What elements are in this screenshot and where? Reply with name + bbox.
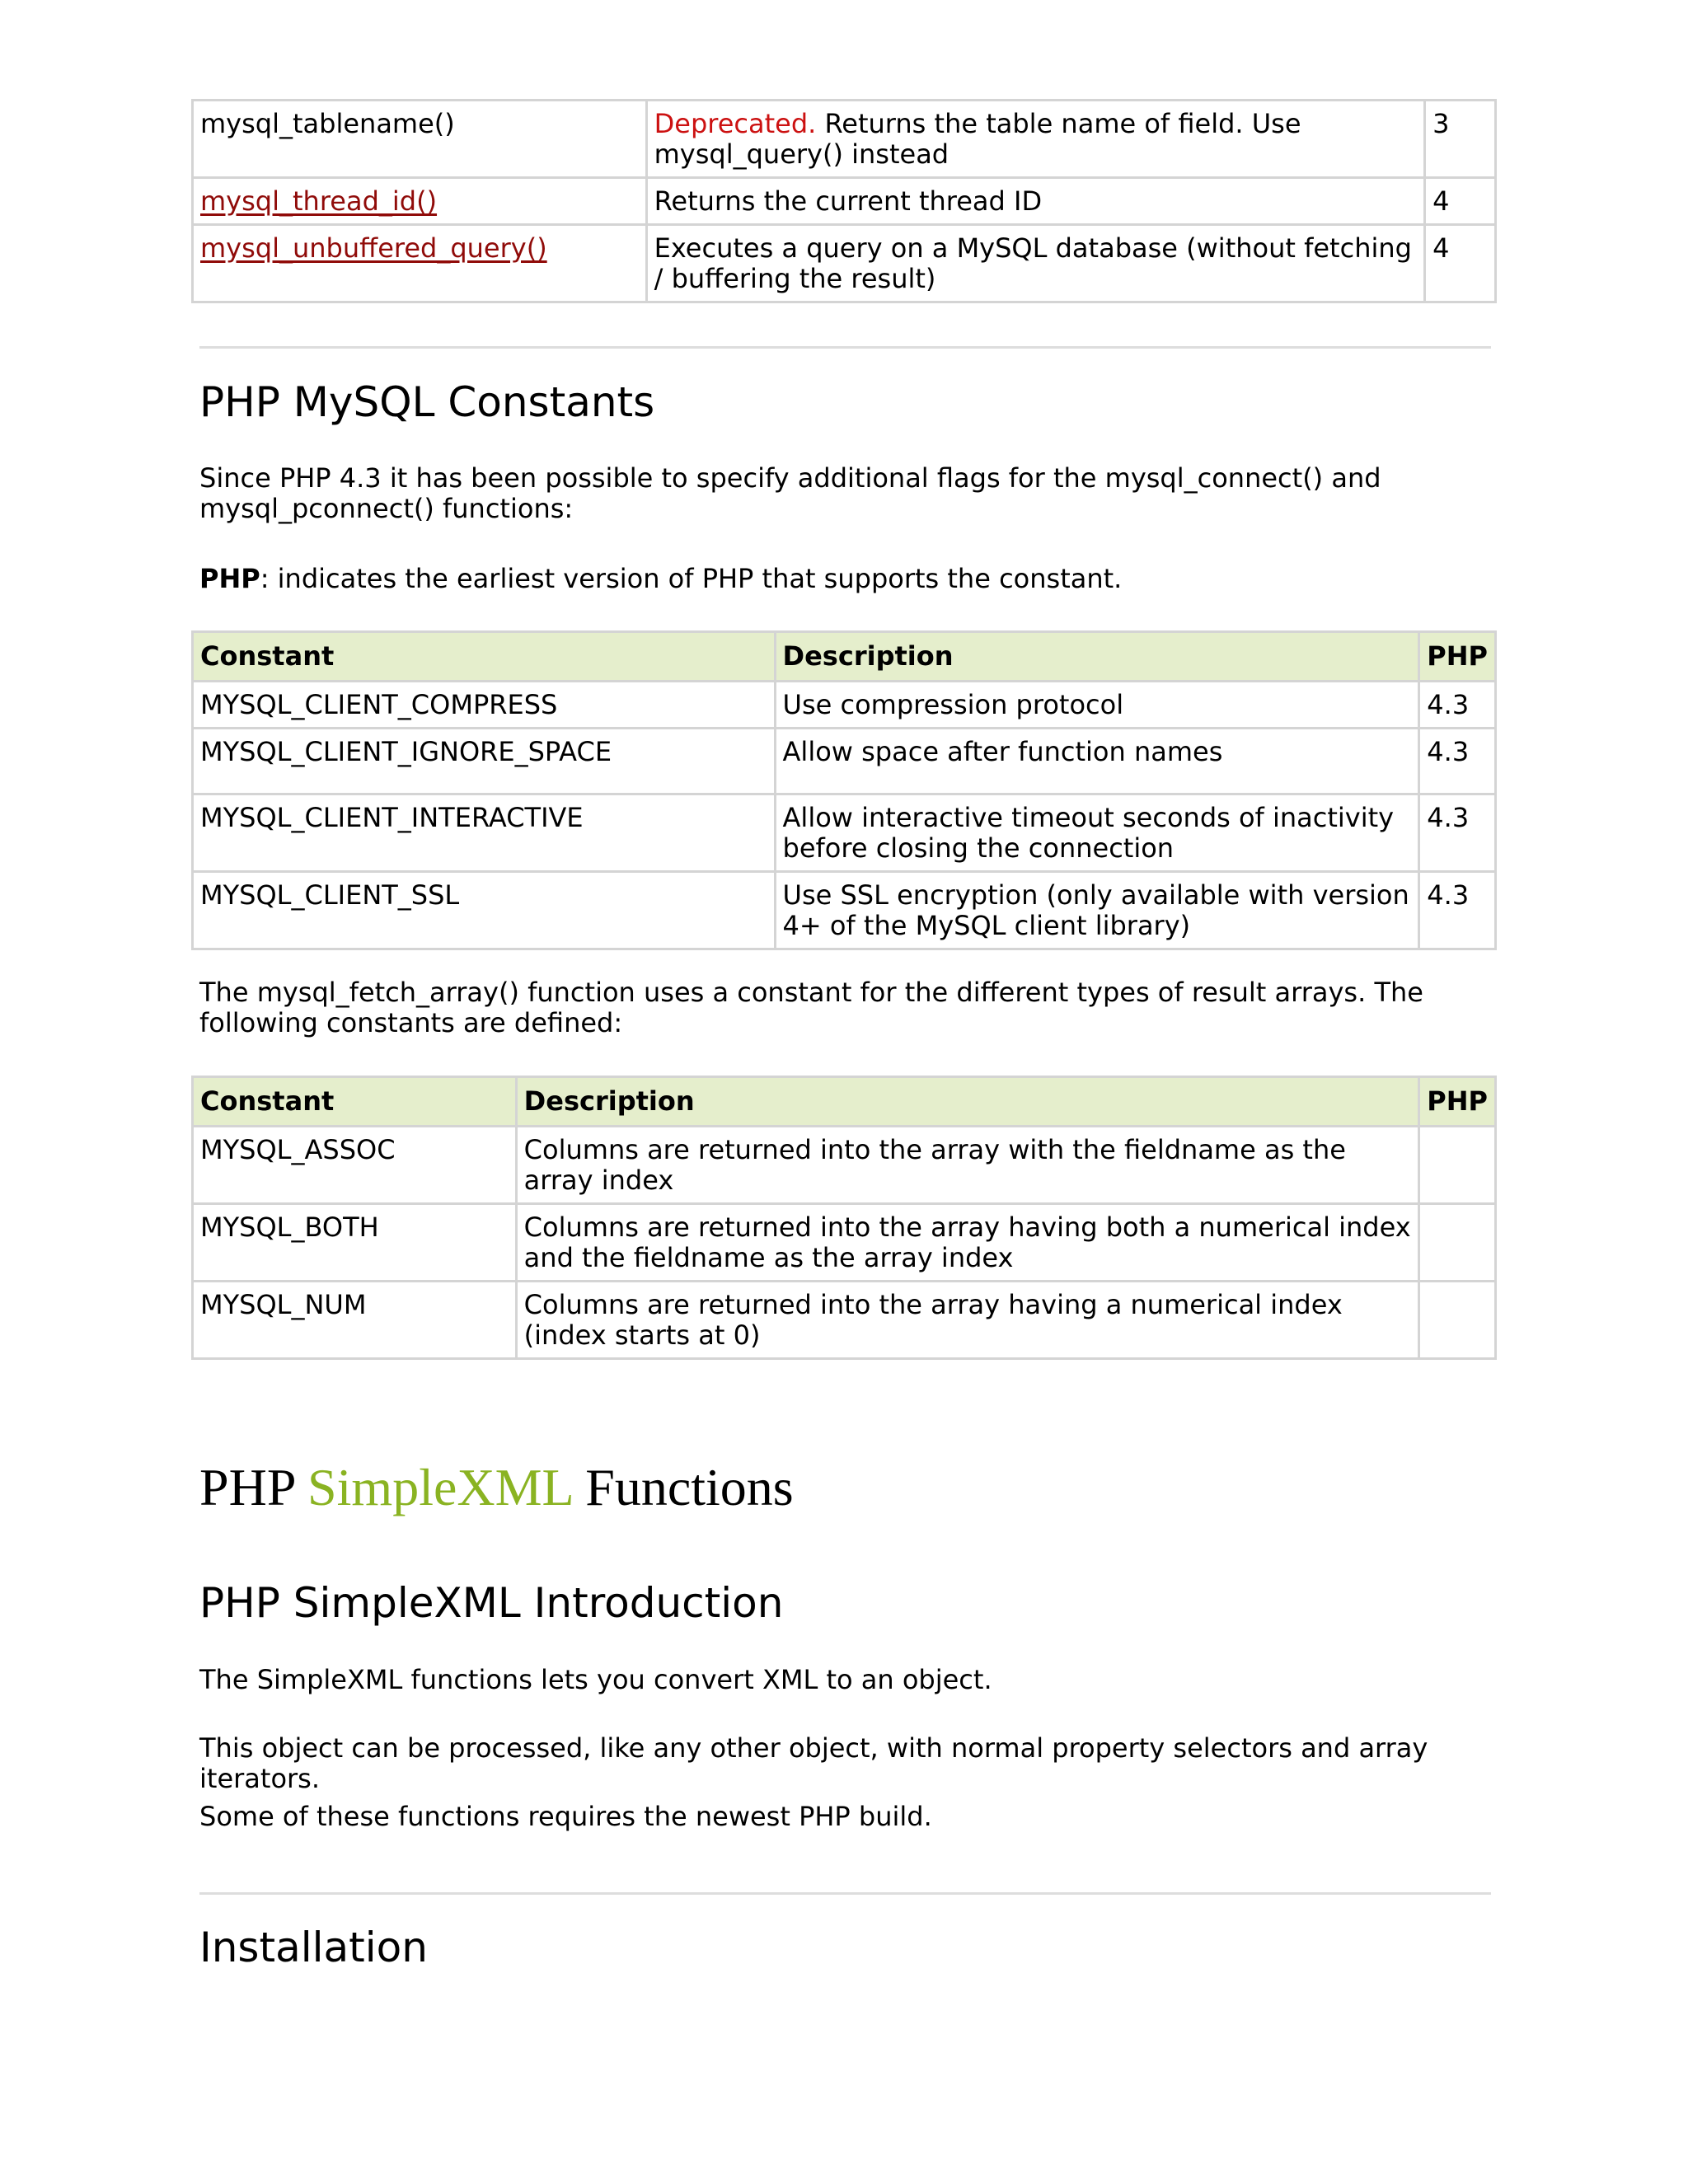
client-flags-table — [191, 630, 1497, 950]
section-divider — [199, 346, 1491, 349]
function-description: Deprecated. Returns the table name of field. Use mysql_query() instead — [646, 101, 1425, 178]
table-row: MYSQL_NUM Columns are returned into the array having a numerical index (index starts at 0) — [193, 1282, 1496, 1359]
function-name: mysql_tablename() — [193, 101, 647, 178]
column-header: PHP — [1419, 1077, 1496, 1127]
fetch-array-intro: The mysql_fetch_array() function uses a constant for the different types of result arrays. The following constants are defined: — [199, 977, 1423, 1038]
constants-intro: Since PHP 4.3 it has been possible to specify additional flags for the mysql_connect() and mysql_pconnect() functions: — [199, 462, 1381, 524]
chapter-title-accent: SimpleXML — [307, 1458, 573, 1516]
table-row: MYSQL_CLIENT_COMPRESS Use compression protocol 4.3 — [193, 682, 1496, 729]
column-header: Constant — [193, 1077, 517, 1127]
simplexml-intro-heading: PHP SimpleXML Introduction — [199, 1579, 784, 1627]
column-header: PHP — [1419, 632, 1496, 682]
table-row — [193, 178, 1496, 225]
mysql-unbuffered-query-link[interactable]: mysql_unbuffered_query() — [200, 232, 547, 264]
php-note: PHP: indicates the earliest version of PHP that supports the constant. — [199, 563, 1123, 594]
paragraph: The SimpleXML functions lets you convert XML to an object. — [199, 1664, 992, 1695]
table-row — [193, 225, 1496, 302]
function-description: Returns the current thread ID — [646, 178, 1425, 225]
function-name-link[interactable] — [193, 178, 647, 225]
function-description: Executes a query on a MySQL database (without fetching / buffering the result) — [646, 225, 1425, 302]
installation-heading: Installation — [199, 1924, 428, 1971]
php-version: 3 — [1425, 101, 1496, 178]
paragraph: This object can be processed, like any other object, with normal property selectors and array iterators. — [199, 1732, 1428, 1794]
section-divider — [199, 1892, 1491, 1895]
deprecated-label: Deprecated. — [654, 108, 817, 139]
php-version: 4 — [1425, 225, 1496, 302]
column-header: Description — [516, 1077, 1419, 1127]
table-row: MYSQL_CLIENT_INTERACTIVE Allow interactive timeout seconds of inactivity before closing the connection 4.3 — [193, 794, 1496, 872]
fetch-array-constants-table — [191, 1076, 1497, 1360]
constants-heading: PHP MySQL Constants — [199, 378, 655, 426]
column-header: Constant — [193, 632, 776, 682]
table-row: MYSQL_CLIENT_IGNORE_SPACE Allow space after function names 4.3 — [193, 729, 1496, 794]
table-row: MYSQL_ASSOC Columns are returned into the array with the fieldname as the array index — [193, 1127, 1496, 1204]
table-header-row — [193, 632, 1496, 682]
table-row: MYSQL_BOTH Columns are returned into the array having both a numerical index and the fieldname as the array index — [193, 1204, 1496, 1282]
function-name-link[interactable] — [193, 225, 647, 302]
paragraph: Some of these functions requires the newest PHP build. — [199, 1801, 932, 1832]
column-header: Description — [775, 632, 1419, 682]
php-version: 4 — [1425, 178, 1496, 225]
table-header-row — [193, 1077, 1496, 1127]
mysql-thread-id-link[interactable]: mysql_thread_id() — [200, 185, 438, 217]
table-row — [193, 101, 1496, 178]
table-row: MYSQL_CLIENT_SSL Use SSL encryption (only available with version 4+ of the MySQL client library) 4.3 — [193, 872, 1496, 949]
chapter-title: PHP SimpleXML Functions — [199, 1458, 794, 1516]
functions-table — [191, 99, 1497, 303]
